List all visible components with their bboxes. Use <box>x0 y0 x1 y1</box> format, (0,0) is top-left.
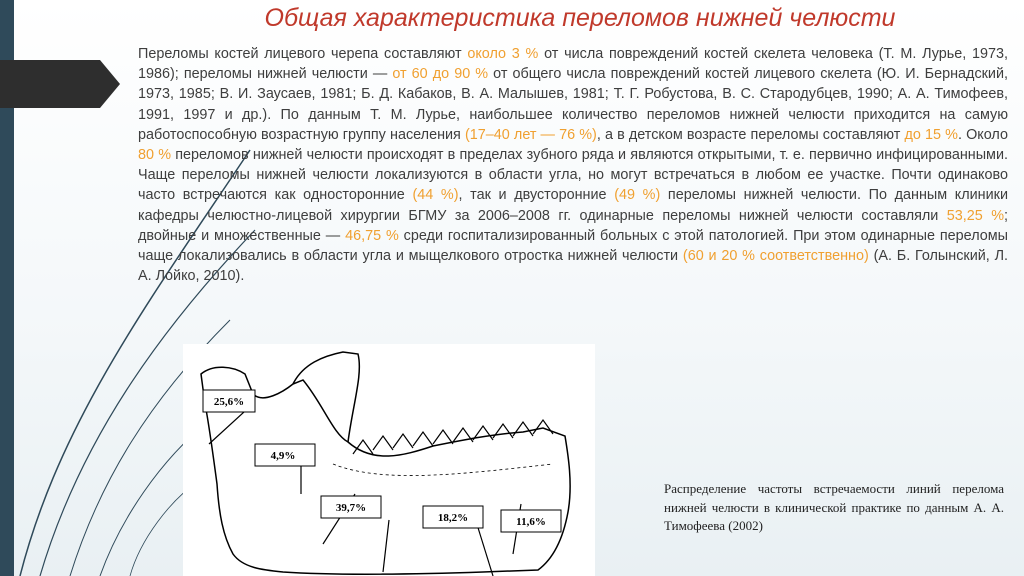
highlight-text: 80 % <box>138 147 172 164</box>
paragraph-text: от общего числа повреждений костей лицевого скелета (Ю. И. Бернадский, 1973, 1985; В. И. Заусаев, 1981; Б. Д. Кабаков, В. А. Малышев, 1981; Т. Г. Робустова, В. С. Стародубцев, 1990; А. А. Тимофеев, 1991, 1997 и др.). По данным Т. М. Лурье, наибольшее количество переломов нижней челюсти приходится на самую работоспособную возрастную группу населения <box>138 66 1009 143</box>
highlight-text: 53,25 % <box>946 207 1004 224</box>
highlight-text: около 3 % <box>467 46 539 62</box>
highlight-text: (17–40 лет — 76 %) <box>464 126 597 143</box>
paragraph-text: (А. Б. Голынский, Л. А. Лойко, 2010). <box>138 248 1009 285</box>
highlight-text: (44 %) <box>412 187 459 204</box>
paragraph-text: Переломы костей лицевого черепа составляют <box>138 46 468 62</box>
fracture-label-ramus: 4,9% <box>270 450 296 462</box>
paragraph-text: переломов нижней челюсти происходят в пределах зубного ряда и являются открытыми, т. е. первично инфицированными. Чаще переломы нижней челюсти локализуются в области угла, но могут встречаться в любом ее участке. Почти одинаково часто встречаются как односторонние <box>138 147 1008 204</box>
figure-caption: Распределение частоты встречаемости линий перелома нижней челюсти в клинической практике по данным А. А. Тимофеева (2002) <box>664 481 1004 533</box>
fracture-label-chin: 11,6% <box>516 516 546 528</box>
fracture-label-body: 18,2% <box>437 512 469 524</box>
highlight-text: 46,75 % <box>345 227 399 244</box>
jaw-diagram <box>183 344 595 576</box>
fracture-label-condyle: 25,6% <box>213 396 245 408</box>
highlight-text: (60 и 20 % соответственно) <box>682 248 869 265</box>
paragraph-text: среди госпитализированный больных с этой патологией. При этом одинарные переломы чаще локализовались в области угла и мыщелкового отростка нижней челюсти <box>138 227 1008 265</box>
highlight-text: от 60 до 90 % <box>392 66 489 83</box>
paragraph-text: ; двойные и множественные — <box>138 207 1008 244</box>
fracture-label-angle: 39,7% <box>335 502 367 514</box>
slide-title: Общая характеристика переломов нижней челюсти <box>264 4 896 32</box>
paragraph-text: от числа повреждений костей скелета человека (Т. М. Лурье, 1973, 1986); переломы нижней челюсти — <box>138 46 1008 83</box>
body-paragraph <box>138 44 1008 286</box>
highlight-text: до 15 % <box>904 126 958 143</box>
paragraph-text: . Около <box>957 126 1008 143</box>
paragraph-text: переломы нижней челюсти. По данным клиники кафедры челюстно-лицевой хирургии БГМУ за 2006–2008 гг. одинарные переломы нижней челюсти составляли <box>138 187 1009 224</box>
highlight-text: (49 %) <box>614 187 661 204</box>
arrow-tab-icon <box>0 60 120 108</box>
paragraph-text: , так и двусторонние <box>458 187 615 204</box>
paragraph-text: , а в детском возрасте переломы составляют <box>596 126 905 143</box>
